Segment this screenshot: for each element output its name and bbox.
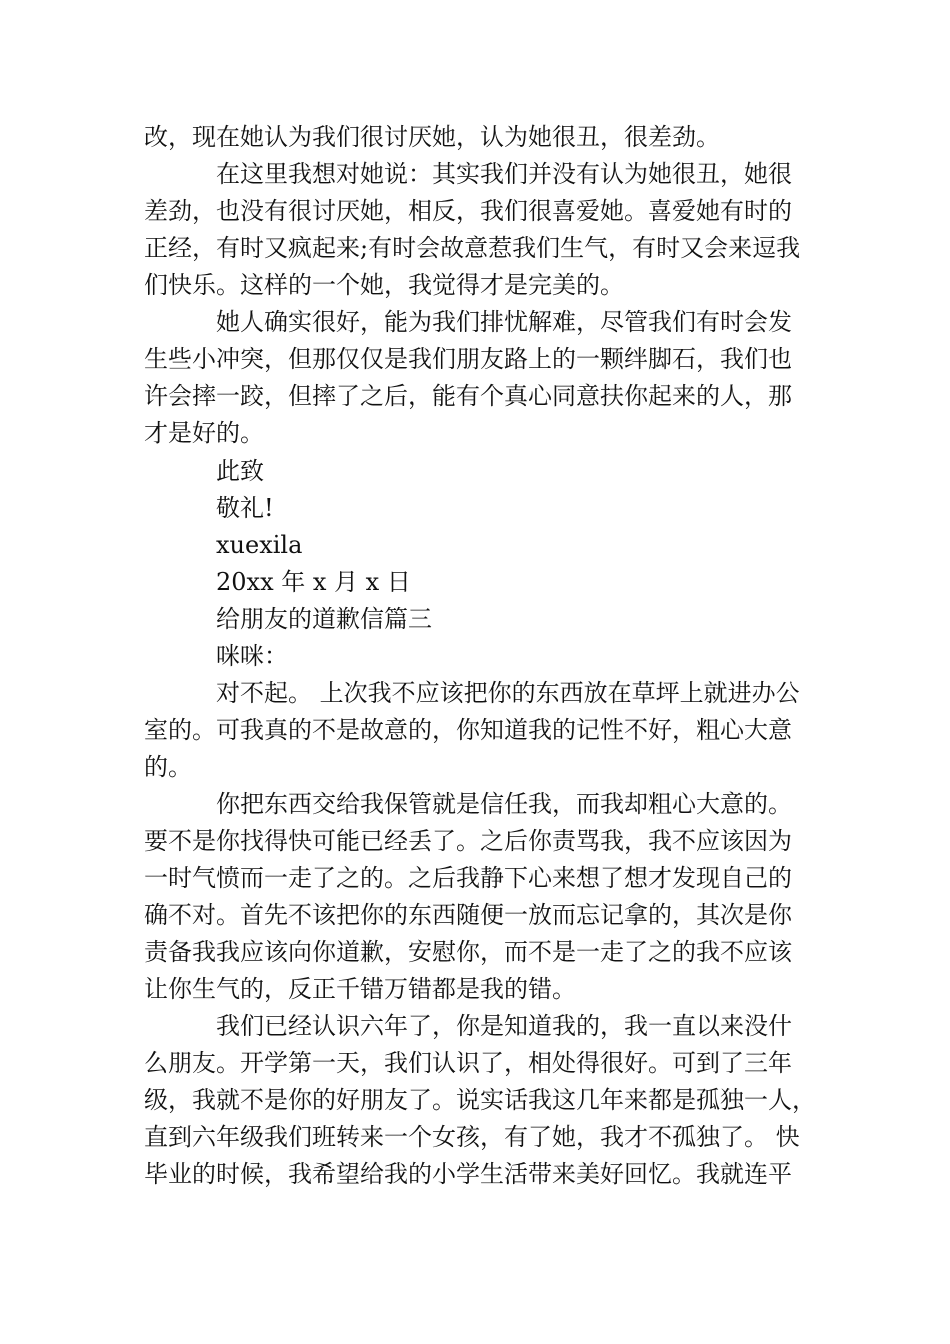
signature: xuexila	[216, 531, 303, 559]
paragraph-line: 才是好的。	[144, 419, 264, 447]
paragraph-line: 正经，有时又疯起来;有时会故意惹我们生气，有时又会来逗我	[144, 234, 801, 262]
recipient: 咪咪：	[216, 642, 288, 670]
paragraph-line: 室的。可我真的不是故意的，你知道我的记性不好，粗心大意	[144, 716, 792, 744]
paragraph-line: 毕业的时候，我希望给我的小学生活带来美好回忆。我就连平	[144, 1160, 792, 1188]
paragraph-line: 直到六年级我们班转来一个女孩，有了她，我才不孤独了。 快	[144, 1123, 800, 1151]
section-title: 给朋友的道歉信篇三	[216, 605, 432, 633]
paragraph-line: 许会摔一跤，但摔了之后，能有个真心同意扶你起来的人，那	[144, 382, 792, 410]
paragraph-line: 确不对。首先不该把你的东西随便一放而忘记拿的，其次是你	[144, 901, 792, 929]
paragraph-line: 要不是你找得快可能已经丢了。之后你责骂我，我不应该因为	[144, 827, 792, 855]
paragraph-line: 级，我就不是你的好朋友了。说实话我这几年来都是孤独一人，	[144, 1086, 816, 1114]
paragraph-line: 么朋友。开学第一天，我们认识了，相处得很好。可到了三年	[144, 1049, 792, 1077]
paragraph-line: 的。	[144, 753, 192, 781]
paragraph-line: 我们已经认识六年了，你是知道我的，我一直以来没什	[216, 1012, 792, 1040]
paragraph-line: 们快乐。这样的一个她，我觉得才是完美的。	[144, 271, 624, 299]
closing-salutation: 此致	[216, 457, 264, 485]
paragraph-line: 对不起。 上次我不应该把你的东西放在草坪上就进办公	[216, 679, 800, 707]
letter-date: 20xx 年 x 月 x 日	[216, 568, 411, 596]
paragraph-line: 改，现在她认为我们很讨厌她，认为她很丑，很差劲。	[144, 123, 720, 151]
paragraph-line: 差劲，也没有很讨厌她，相反，我们很喜爱她。喜爱她有时的	[144, 197, 792, 225]
closing-regards: 敬礼!	[216, 494, 274, 522]
paragraph-line: 在这里我想对她说：其实我们并没有认为她很丑，她很	[216, 160, 792, 188]
paragraph-line: 你把东西交给我保管就是信任我，而我却粗心大意的。	[216, 790, 792, 818]
paragraph-line: 让你生气的，反正千错万错都是我的错。	[144, 975, 576, 1003]
paragraph-line: 她人确实很好，能为我们排忧解难，尽管我们有时会发	[216, 308, 792, 336]
paragraph-line: 生些小冲突，但那仅仅是我们朋友路上的一颗绊脚石，我们也	[144, 345, 792, 373]
paragraph-line: 责备我我应该向你道歉，安慰你，而不是一走了之的我不应该	[144, 938, 792, 966]
paragraph-line: 一时气愤而一走了之的。之后我静下心来想了想才发现自己的	[144, 864, 792, 892]
